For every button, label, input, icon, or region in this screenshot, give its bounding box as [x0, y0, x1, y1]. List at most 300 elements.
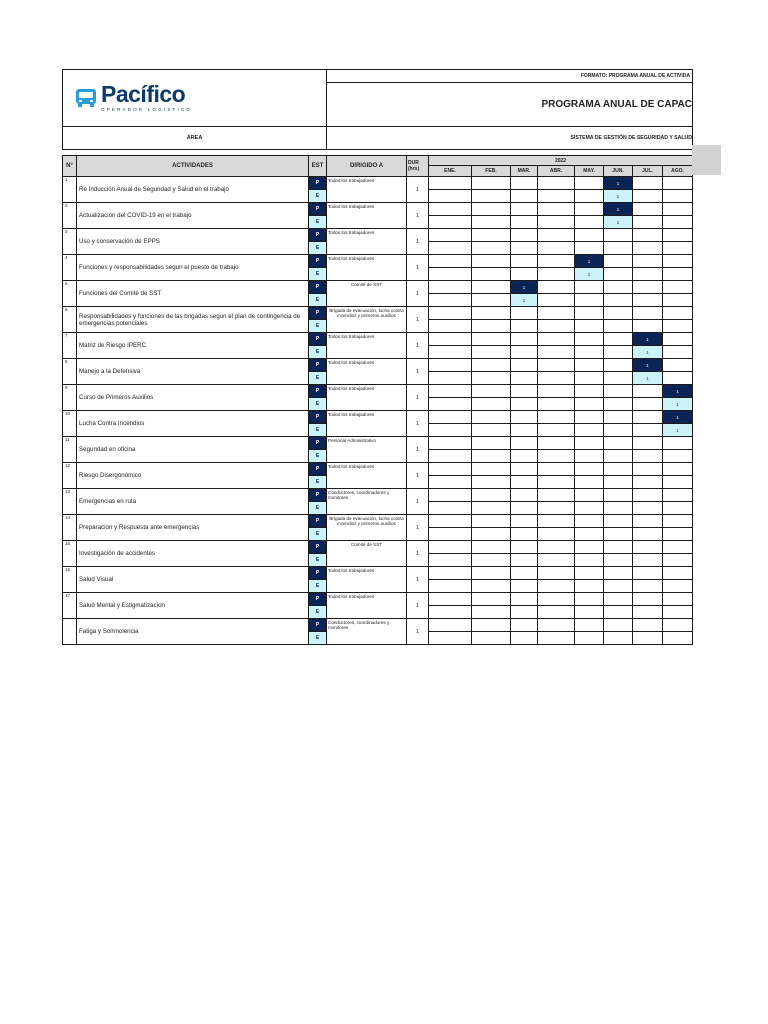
state-planned: P: [309, 307, 327, 320]
month-cell-executed: 1: [604, 190, 633, 203]
month-cell-executed: [633, 580, 663, 593]
activity-name: Seguridad en oficina: [77, 437, 309, 463]
month-cell-planned: [472, 515, 511, 528]
month-cell-executed: [575, 424, 604, 437]
month-cell-planned: [604, 359, 633, 372]
month-cell-executed: [429, 424, 472, 437]
month-cell-planned: [633, 515, 663, 528]
directed-to: Todos los trabajadores: [327, 203, 407, 229]
month-cell-executed: [538, 476, 575, 489]
month-cell-executed: [604, 554, 633, 567]
month-cell-planned: [633, 385, 663, 398]
month-cell-executed: [429, 398, 472, 411]
duration-hours: 1: [407, 411, 429, 437]
month-cell-planned: [604, 307, 633, 320]
month-cell-executed: [511, 190, 538, 203]
month-cell-executed: [633, 528, 663, 541]
activity-name: Lucha Contra Incendios: [77, 411, 309, 437]
month-cell-executed: [429, 294, 472, 307]
month-cell-planned: [429, 437, 472, 450]
month-cell-planned: [633, 567, 663, 580]
month-cell-executed: [429, 450, 472, 463]
month-cell-executed: [604, 242, 633, 255]
month-cell-planned: 1: [633, 359, 663, 372]
col-header-activities: ACTIVIDADES: [77, 156, 309, 177]
month-cell-executed: [538, 528, 575, 541]
month-cell-planned: [538, 177, 575, 190]
logo-tagline: OPERADOR LOGÍSTICO: [101, 107, 193, 113]
state-executed: E: [309, 554, 327, 567]
activity-name: Funciones y responsabilidades segun el puesto de trabajo: [77, 255, 309, 281]
month-cell-planned: [538, 281, 575, 294]
month-cell-planned: [429, 567, 472, 580]
state-planned: P: [309, 359, 327, 372]
month-cell-executed: [604, 632, 633, 645]
month-cell-executed: [472, 528, 511, 541]
month-cell-executed: [429, 580, 472, 593]
sheet-overflow-tab: [692, 145, 721, 175]
month-header: MAR.: [511, 166, 538, 177]
activity-number: 11: [63, 437, 77, 463]
month-cell-planned: [663, 463, 693, 476]
state-planned: P: [309, 593, 327, 606]
activity-name: Curso de Primeros Auxilios: [77, 385, 309, 411]
month-cell-planned: [472, 307, 511, 320]
state-planned: P: [309, 567, 327, 580]
state-executed: E: [309, 606, 327, 619]
duration-hours: 1: [407, 541, 429, 567]
month-cell-executed: [472, 606, 511, 619]
month-cell-executed: [633, 320, 663, 333]
month-cell-executed: [575, 450, 604, 463]
activity-number: 2: [63, 203, 77, 229]
month-cell-planned: [663, 541, 693, 554]
month-cell-planned: [575, 619, 604, 632]
month-cell-planned: [511, 437, 538, 450]
month-cell-planned: [633, 307, 663, 320]
activity-name: Funciones del Comité de SST: [77, 281, 309, 307]
month-cell-planned: [511, 489, 538, 502]
month-cell-executed: [663, 632, 693, 645]
month-cell-planned: [633, 619, 663, 632]
month-cell-planned: [575, 385, 604, 398]
month-cell-executed: [538, 190, 575, 203]
month-cell-executed: [472, 190, 511, 203]
month-cell-executed: [511, 476, 538, 489]
duration-hours: 1: [407, 385, 429, 411]
month-cell-executed: [633, 216, 663, 229]
month-cell-planned: [472, 229, 511, 242]
month-cell-executed: [511, 372, 538, 385]
month-cell-executed: [429, 476, 472, 489]
month-cell-executed: [663, 450, 693, 463]
month-cell-executed: [663, 502, 693, 515]
month-cell-planned: [604, 411, 633, 424]
month-cell-executed: [604, 476, 633, 489]
month-cell-planned: 1: [575, 255, 604, 268]
month-cell-executed: [472, 294, 511, 307]
month-cell-planned: [538, 385, 575, 398]
month-cell-executed: [511, 528, 538, 541]
activity-name: Salud Mental y Estigmatizacion: [77, 593, 309, 619]
activity-number: 10: [63, 411, 77, 437]
state-executed: E: [309, 450, 327, 463]
month-cell-executed: [575, 216, 604, 229]
month-cell-planned: [511, 515, 538, 528]
month-cell-executed: [538, 632, 575, 645]
directed-to: Todos los trabajadores: [327, 463, 407, 489]
duration-hours: 1: [407, 307, 429, 333]
month-header: ABR.: [538, 166, 575, 177]
month-cell-executed: [663, 580, 693, 593]
month-cell-planned: [538, 437, 575, 450]
state-planned: P: [309, 203, 327, 216]
directed-to: Todos los trabajadores: [327, 359, 407, 385]
month-cell-executed: [429, 606, 472, 619]
month-cell-executed: [429, 502, 472, 515]
activity-row: [63, 489, 693, 502]
state-executed: E: [309, 580, 327, 593]
duration-hours: 1: [407, 593, 429, 619]
month-cell-planned: [472, 359, 511, 372]
month-cell-planned: [511, 567, 538, 580]
month-cell-executed: [429, 346, 472, 359]
training-program-sheet: [62, 69, 692, 645]
month-cell-executed: [429, 528, 472, 541]
directed-to: Todos los trabajadores: [327, 333, 407, 359]
month-cell-planned: [663, 567, 693, 580]
activity-name: Fatiga y Somnolencia: [77, 619, 309, 645]
month-cell-executed: [604, 424, 633, 437]
month-cell-planned: [472, 203, 511, 216]
month-cell-planned: [538, 567, 575, 580]
state-executed: E: [309, 398, 327, 411]
state-planned: P: [309, 541, 327, 554]
month-cell-planned: [511, 203, 538, 216]
month-cell-planned: [511, 593, 538, 606]
month-cell-planned: [633, 437, 663, 450]
activity-number: 9: [63, 385, 77, 411]
state-planned: P: [309, 281, 327, 294]
duration-hours: 1: [407, 437, 429, 463]
state-executed: E: [309, 190, 327, 203]
activity-number: 3: [63, 229, 77, 255]
month-cell-executed: [663, 190, 693, 203]
month-cell-planned: [429, 411, 472, 424]
month-cell-planned: [575, 177, 604, 190]
month-cell-executed: [575, 320, 604, 333]
directed-to: Comité de SST: [327, 281, 407, 307]
month-cell-planned: [538, 541, 575, 554]
month-cell-planned: [633, 593, 663, 606]
month-cell-executed: [663, 554, 693, 567]
month-cell-executed: [663, 346, 693, 359]
month-cell-executed: [633, 398, 663, 411]
duration-hours: 1: [407, 515, 429, 541]
state-executed: E: [309, 502, 327, 515]
month-cell-planned: 1: [604, 203, 633, 216]
month-cell-executed: [538, 372, 575, 385]
month-cell-executed: [663, 268, 693, 281]
activity-number: 16: [63, 567, 77, 593]
month-cell-planned: [604, 437, 633, 450]
directed-to: Conductores, coordinadores y monitores: [327, 619, 407, 645]
month-cell-planned: [429, 619, 472, 632]
month-cell-planned: [604, 619, 633, 632]
month-cell-executed: [633, 190, 663, 203]
month-cell-planned: [472, 385, 511, 398]
activity-name: Riesgo Disergonómico: [77, 463, 309, 489]
state-planned: P: [309, 385, 327, 398]
duration-hours: 1: [407, 463, 429, 489]
duration-hours: 1: [407, 229, 429, 255]
state-planned: P: [309, 619, 327, 632]
activity-number: 5: [63, 281, 77, 307]
month-cell-executed: [663, 528, 693, 541]
month-cell-planned: [511, 541, 538, 554]
month-cell-executed: [633, 606, 663, 619]
month-cell-planned: [663, 281, 693, 294]
activity-row: [63, 281, 693, 294]
month-cell-planned: [663, 593, 693, 606]
month-cell-executed: [472, 580, 511, 593]
month-cell-executed: [575, 580, 604, 593]
activity-name: Matriz de Riesgo IPERC: [77, 333, 309, 359]
activity-row: [63, 255, 693, 268]
duration-hours: 1: [407, 203, 429, 229]
month-cell-executed: [472, 268, 511, 281]
activity-number: 8: [63, 359, 77, 385]
month-cell-planned: [429, 255, 472, 268]
month-cell-executed: [604, 268, 633, 281]
month-cell-planned: [663, 229, 693, 242]
activity-row: [63, 177, 693, 190]
month-cell-executed: [575, 502, 604, 515]
month-cell-planned: [604, 281, 633, 294]
month-cell-planned: [604, 463, 633, 476]
month-cell-planned: 1: [511, 281, 538, 294]
month-cell-planned: [633, 203, 663, 216]
month-cell-planned: [604, 333, 633, 346]
month-cell-planned: [663, 203, 693, 216]
month-cell-planned: [575, 411, 604, 424]
activity-row: [63, 437, 693, 450]
month-cell-planned: [633, 281, 663, 294]
state-planned: P: [309, 177, 327, 190]
month-cell-planned: 1: [663, 385, 693, 398]
month-cell-executed: [429, 268, 472, 281]
month-cell-planned: [575, 307, 604, 320]
month-cell-planned: [538, 203, 575, 216]
month-cell-planned: 1: [633, 333, 663, 346]
month-cell-executed: [538, 346, 575, 359]
month-cell-planned: [575, 463, 604, 476]
month-cell-executed: [511, 580, 538, 593]
month-cell-executed: [511, 398, 538, 411]
directed-to: Todos los trabajadores: [327, 411, 407, 437]
month-cell-planned: [511, 255, 538, 268]
month-cell-executed: [633, 424, 663, 437]
directed-to: Personal Administrativo: [327, 437, 407, 463]
duration-hours: 1: [407, 619, 429, 645]
activity-number: 1: [63, 177, 77, 203]
month-cell-planned: [429, 203, 472, 216]
month-cell-planned: [472, 593, 511, 606]
month-cell-planned: [511, 385, 538, 398]
activity-number: 17: [63, 593, 77, 619]
state-executed: E: [309, 372, 327, 385]
state-executed: E: [309, 528, 327, 541]
month-cell-planned: [472, 567, 511, 580]
month-cell-planned: [511, 463, 538, 476]
month-cell-planned: [663, 333, 693, 346]
month-cell-executed: [575, 242, 604, 255]
month-cell-executed: 1: [575, 268, 604, 281]
activity-name: Emergencias en ruta: [77, 489, 309, 515]
month-cell-executed: [511, 242, 538, 255]
month-cell-planned: [429, 515, 472, 528]
activity-row: [63, 359, 693, 372]
month-cell-executed: [575, 554, 604, 567]
month-cell-executed: [575, 346, 604, 359]
month-cell-planned: [575, 489, 604, 502]
month-cell-planned: [575, 593, 604, 606]
logo-cell: [63, 70, 327, 127]
month-cell-planned: [472, 333, 511, 346]
month-cell-executed: [575, 632, 604, 645]
month-cell-executed: [429, 190, 472, 203]
activity-number: [63, 619, 77, 645]
activity-name: Manejo a la Defensiva: [77, 359, 309, 385]
duration-hours: 1: [407, 255, 429, 281]
month-cell-planned: [604, 255, 633, 268]
month-cell-planned: [633, 229, 663, 242]
state-planned: P: [309, 411, 327, 424]
month-cell-executed: [575, 190, 604, 203]
state-planned: P: [309, 515, 327, 528]
activity-number: 14: [63, 515, 77, 541]
month-cell-planned: [575, 567, 604, 580]
month-cell-executed: [663, 320, 693, 333]
month-cell-planned: [575, 203, 604, 216]
month-cell-executed: [511, 320, 538, 333]
state-executed: E: [309, 346, 327, 359]
month-cell-executed: [663, 606, 693, 619]
month-cell-executed: [663, 242, 693, 255]
directed-to: Brigada de evacuación, lucha contra incendios y primeros auxilios: [327, 515, 407, 541]
directed-to: Brigada de evacuación, lucha contra incendios y primeros auxilios: [327, 307, 407, 333]
header-table: [62, 69, 693, 150]
activity-row: [63, 333, 693, 346]
month-cell-planned: [429, 359, 472, 372]
month-cell-executed: [633, 450, 663, 463]
month-cell-executed: [538, 424, 575, 437]
month-cell-planned: [472, 489, 511, 502]
month-cell-executed: [429, 216, 472, 229]
month-cell-planned: [663, 177, 693, 190]
activity-name: Responsabilidades y funciones de las brigadas segun el plan de contingencia de emergencias potenciales: [77, 307, 309, 333]
month-cell-executed: [604, 502, 633, 515]
month-cell-planned: [575, 359, 604, 372]
activity-name: Actualización del COVID-19 en el trabajo: [77, 203, 309, 229]
month-cell-planned: [604, 567, 633, 580]
month-cell-executed: [604, 606, 633, 619]
month-cell-executed: [575, 606, 604, 619]
month-cell-executed: [633, 294, 663, 307]
state-executed: E: [309, 268, 327, 281]
month-cell-executed: [538, 554, 575, 567]
col-header-est: EST: [309, 156, 327, 177]
month-cell-executed: [604, 528, 633, 541]
month-cell-planned: [538, 307, 575, 320]
month-cell-planned: [472, 619, 511, 632]
month-cell-planned: [429, 177, 472, 190]
month-cell-planned: [633, 411, 663, 424]
month-cell-planned: [429, 593, 472, 606]
month-cell-planned: [511, 359, 538, 372]
month-cell-planned: [575, 281, 604, 294]
month-cell-planned: [633, 541, 663, 554]
format-label: FORMATO: PROGRAMA ANUAL DE ACTIVIDA: [327, 70, 693, 83]
month-cell-executed: [511, 268, 538, 281]
month-cell-planned: [575, 515, 604, 528]
duration-hours: 1: [407, 333, 429, 359]
month-cell-executed: [472, 372, 511, 385]
month-cell-executed: [538, 242, 575, 255]
month-cell-executed: 1: [633, 372, 663, 385]
month-cell-executed: [633, 476, 663, 489]
directed-to: Todos los trabajadores: [327, 593, 407, 619]
month-cell-planned: [633, 255, 663, 268]
month-cell-planned: [538, 489, 575, 502]
month-cell-planned: [429, 489, 472, 502]
month-cell-executed: [633, 502, 663, 515]
activity-row: [63, 619, 693, 632]
month-cell-executed: [663, 216, 693, 229]
month-cell-executed: [538, 216, 575, 229]
month-cell-planned: [538, 411, 575, 424]
month-cell-executed: [472, 502, 511, 515]
activity-row: [63, 229, 693, 242]
state-executed: E: [309, 320, 327, 333]
directed-to: Todos los trabajadores: [327, 177, 407, 203]
month-cell-planned: [604, 515, 633, 528]
state-executed: E: [309, 216, 327, 229]
duration-hours: 1: [407, 567, 429, 593]
month-cell-planned: [663, 307, 693, 320]
month-cell-planned: [429, 281, 472, 294]
activity-row: [63, 515, 693, 528]
activity-number: 15: [63, 541, 77, 567]
month-cell-executed: [511, 606, 538, 619]
month-cell-planned: [663, 437, 693, 450]
directed-to: Todos los trabajadores: [327, 255, 407, 281]
month-cell-executed: [604, 294, 633, 307]
duration-hours: 1: [407, 359, 429, 385]
system-label: SISTEMA DE GESTIÓN DE SEGURIDAD Y SALUD: [327, 127, 693, 150]
activity-row: [63, 463, 693, 476]
logo-wordmark: Pacífico: [101, 81, 186, 108]
col-header-directed-to: DIRIGIDO A: [327, 156, 407, 177]
month-header: MAY.: [575, 166, 604, 177]
activities-table: [62, 150, 693, 645]
activity-row: [63, 203, 693, 216]
month-cell-planned: [575, 333, 604, 346]
month-cell-executed: [575, 476, 604, 489]
month-cell-executed: [604, 450, 633, 463]
month-cell-planned: [511, 411, 538, 424]
month-cell-planned: [538, 463, 575, 476]
